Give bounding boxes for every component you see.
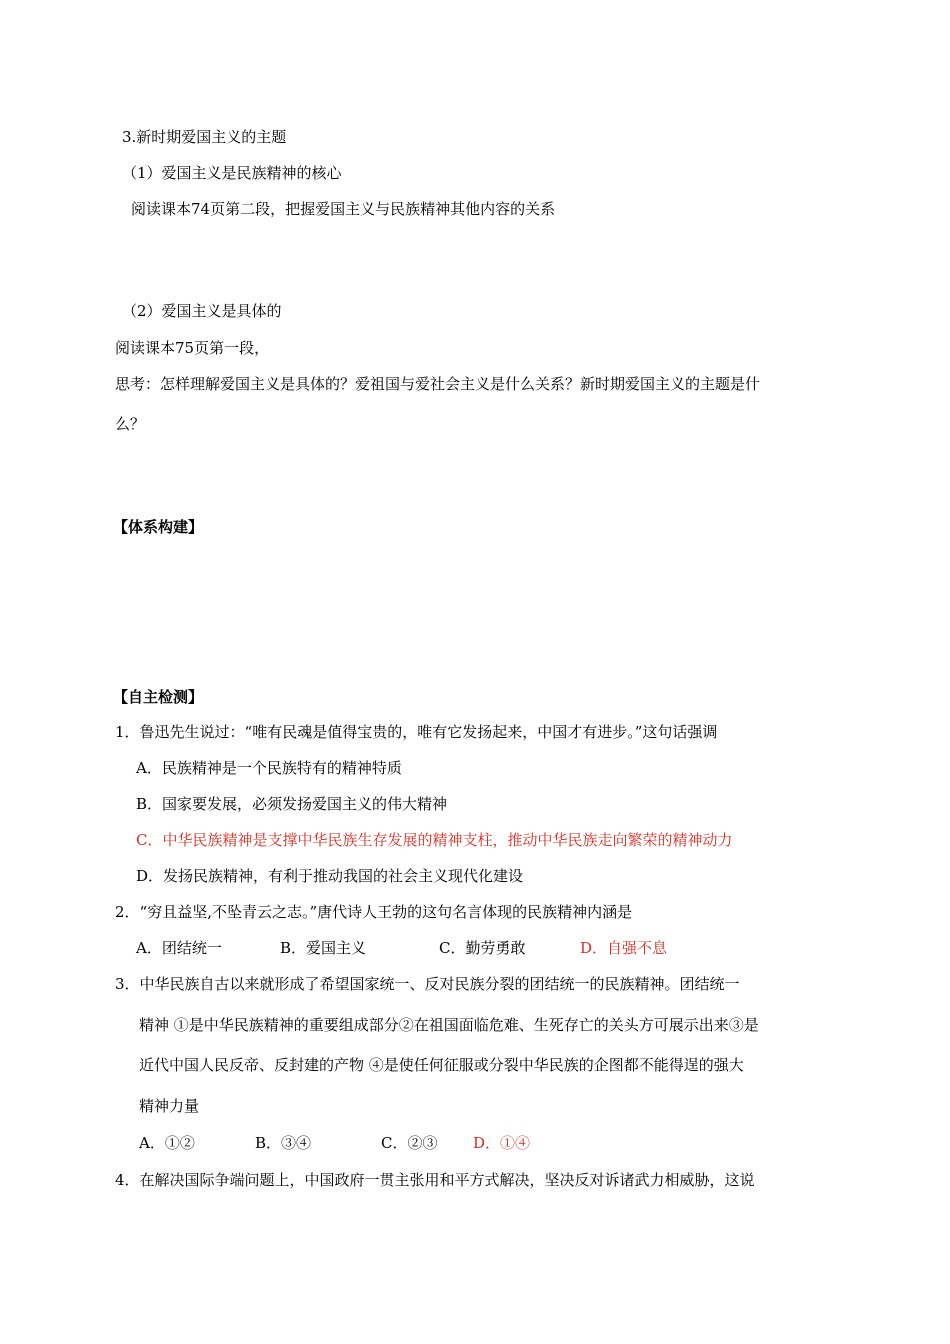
question-3-option-c: C．②③ <box>381 1134 438 1152</box>
question-3-option-b: B．③④ <box>255 1134 312 1152</box>
section-heading: 3.新时期爱国主义的主题 <box>122 128 287 146</box>
question-2-option-d-answer: D．自强不息 <box>580 939 668 957</box>
question-2-stem: 2．“穷且益坚,不坠青云之志。”唐代诗人王勃的这句名言体现的民族精神内涵是 <box>115 903 633 921</box>
question-4-stem-line-1: 4．在解决国际争端问题上，中国政府一贯主张用和平方式解决，坚决反对诉诸武力相威胁，这说 <box>115 1171 755 1189</box>
question-1-option-a: A．民族精神是一个民族特有的精神特质 <box>136 759 402 777</box>
question-2-options <box>136 938 667 958</box>
question-3-option-a: A．①② <box>139 1134 195 1152</box>
question-3-stem-line-1: 3．中华民族自古以来就形成了希望国家统一、反对民族分裂的团结统一的民族精神。团结统一 <box>115 975 740 993</box>
question-3-stem-line-2: 精神 ①是中华民族精神的重要组成部分②在祖国面临危难、生死存亡的关头方可展示出来③是 <box>139 1016 759 1034</box>
system-build-title: 【体系构建】 <box>113 518 204 536</box>
question-1-option-b: B．国家要发展，必须发扬爱国主义的伟大精神 <box>136 795 448 813</box>
question-1-option-d: D．发扬民族精神，有利于推动我国的社会主义现代化建设 <box>136 867 524 885</box>
subheading-2: （2）爱国主义是具体的 <box>122 302 282 320</box>
self-test-title: 【自主检测】 <box>113 688 204 706</box>
question-2-option-b: B．爱国主义 <box>280 939 367 957</box>
think-question-line-1: 思考：怎样理解爱国主义是具体的？爱祖国与爱社会主义是什么关系？新时期爱国主义的主题是什 <box>115 375 761 393</box>
reading-instruction-2: 阅读课本75页第一段， <box>115 339 270 357</box>
question-3-stem-line-4: 精神力量 <box>139 1097 200 1115</box>
think-question-line-2: 么？ <box>115 415 146 433</box>
question-1-option-c-answer: C．中华民族精神是支撑中华民族生存发展的精神支柱，推动中华民族走向繁荣的精神动力 <box>136 831 733 849</box>
subheading-1: （1）爱国主义是民族精神的核心 <box>122 164 342 182</box>
question-1-stem: 1．鲁迅先生说过：“唯有民魂是值得宝贵的，唯有它发扬起来，中国才有进步。”这句话强调 <box>115 723 718 741</box>
question-3-options <box>139 1133 530 1153</box>
reading-instruction-1: 阅读课本74页第二段，把握爱国主义与民族精神其他内容的关系 <box>131 200 556 218</box>
question-2-option-a: A．团结统一 <box>136 939 222 957</box>
question-3-stem-line-3: 近代中国人民反帝、反封建的产物 ④是使任何征服或分裂中华民族的企图都不能得逞的强大 <box>139 1056 744 1074</box>
question-3-option-d-answer: D．①④ <box>473 1134 531 1152</box>
question-2-option-c: C．勤劳勇敢 <box>439 939 526 957</box>
